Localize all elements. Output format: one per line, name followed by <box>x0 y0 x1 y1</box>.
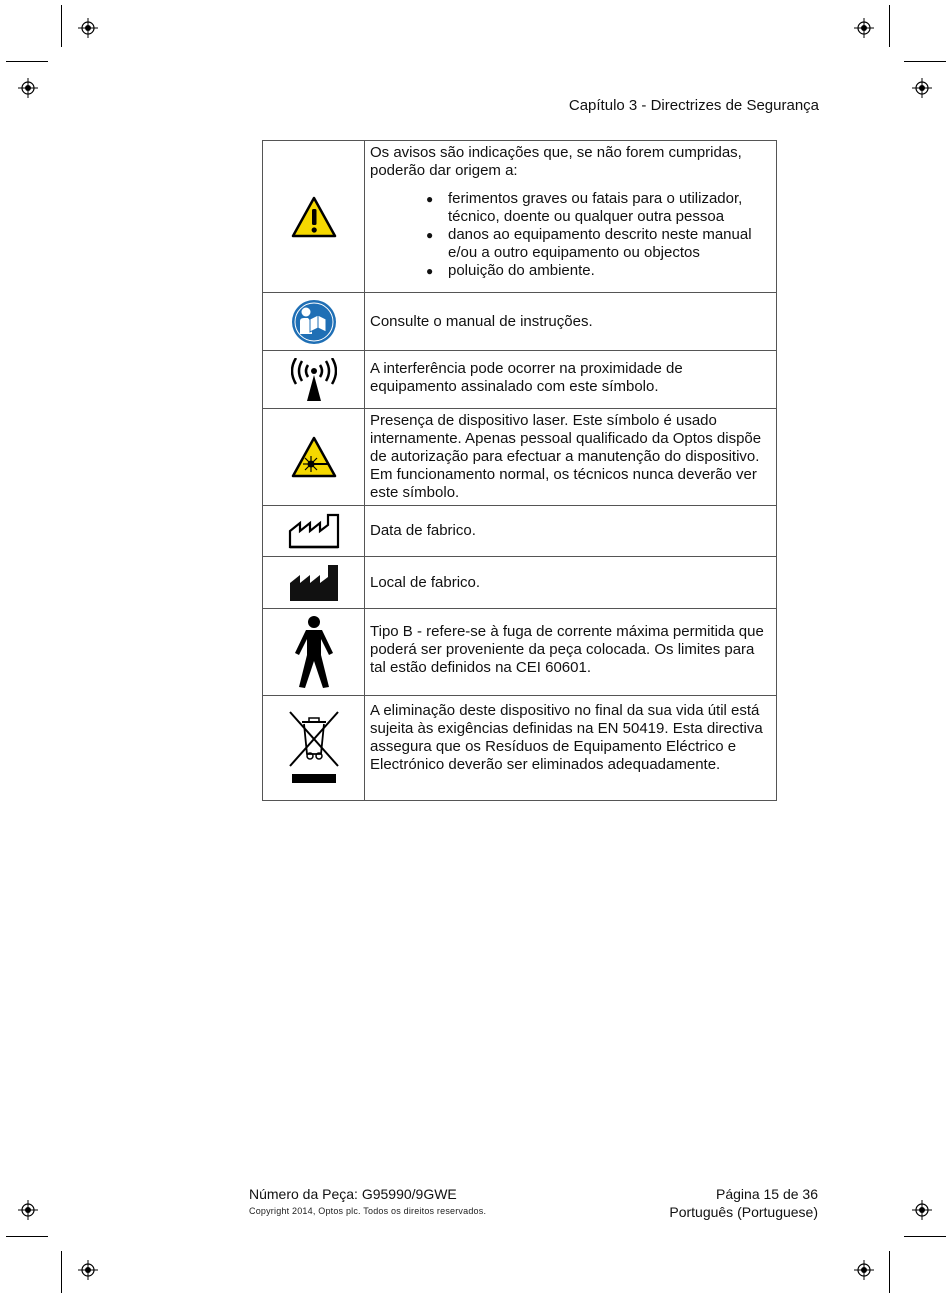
text-cell <box>365 141 777 293</box>
page-number: Página 15 de 36 <box>716 1186 818 1202</box>
crop-mark <box>889 1251 890 1293</box>
icon-cell <box>263 609 365 696</box>
part-number: Número da Peça: G95990/9GWE <box>249 1186 457 1202</box>
date-of-manufacture-icon <box>288 513 340 549</box>
weee-crossed-bin-icon <box>286 710 342 786</box>
crop-mark <box>6 61 48 62</box>
crop-mark <box>61 1251 62 1293</box>
registration-mark-icon <box>18 1200 38 1220</box>
icon-cell <box>263 351 365 409</box>
icon-cell <box>263 506 365 557</box>
text-cell: Data de fabrico. <box>365 506 777 557</box>
registration-mark-icon <box>912 1200 932 1220</box>
copyright: Copyright 2014, Optos plc. Todos os direitos reservados. <box>249 1206 487 1216</box>
warning-list <box>370 190 772 280</box>
icon-cell <box>263 293 365 351</box>
consult-manual-icon <box>291 299 337 345</box>
non-ionizing-radiation-icon <box>291 358 337 402</box>
table-row <box>263 557 777 609</box>
table-row <box>263 351 777 409</box>
text-cell: A eliminação deste dispositivo no final da sua vida útil está sujeita às exigências definidas na EN 50419. Esta directiva assegura que os Resíduos de Equipamento Eléctrico e Electrónico deverão ser eliminados adequadamente. <box>365 696 777 801</box>
registration-mark-icon <box>18 78 38 98</box>
table-row <box>263 609 777 696</box>
registration-mark-icon <box>854 1260 874 1280</box>
warning-icon <box>291 196 337 238</box>
language: Português (Portuguese) <box>669 1204 818 1220</box>
text-cell: A interferência pode ocorrer na proximidade de equipamento assinalado com este símbolo. <box>365 351 777 409</box>
text-cell: Presença de dispositivo laser. Este símbolo é usado internamente. Apenas pessoal qualificado da Optos dispõe de autorização para efectuar a manutenção do dispositivo. Em funcionamento normal, os técnicos nunca deverão ver este símbolo. <box>365 409 777 506</box>
registration-mark-icon <box>912 78 932 98</box>
icon-cell <box>263 141 365 293</box>
safety-symbols-table <box>262 140 777 801</box>
text-cell: Tipo B - refere-se à fuga de corrente máxima permitida que poderá ser proveniente da peça colocada. Os limites para tal estão definidos na CEI 60601. <box>365 609 777 696</box>
laser-warning-icon <box>291 436 337 478</box>
registration-mark-icon <box>854 18 874 38</box>
type-b-applied-part-icon <box>291 615 337 689</box>
text-cell: Consulte o manual de instruções. <box>365 293 777 351</box>
table-row <box>263 506 777 557</box>
crop-mark <box>904 1236 946 1237</box>
crop-mark <box>889 5 890 47</box>
table-row <box>263 293 777 351</box>
crop-mark <box>904 61 946 62</box>
registration-mark-icon <box>78 1260 98 1280</box>
footer-left <box>249 1186 486 1216</box>
list-item: ● ferimentos graves ou fatais para o utilizador, técnico, doente ou qualquer outra pessoa <box>448 190 772 226</box>
icon-cell <box>263 409 365 506</box>
manufacturer-icon <box>288 563 340 603</box>
list-item: ● poluição do ambiente. <box>448 262 772 280</box>
crop-mark <box>6 1236 48 1237</box>
crop-mark <box>61 5 62 47</box>
icon-cell <box>263 557 365 609</box>
table-row <box>263 141 777 293</box>
warning-intro: Os avisos são indicações que, se não forem cumpridas, poderão dar origem a: <box>370 144 742 179</box>
table-row <box>263 696 777 801</box>
text-cell: Local de fabrico. <box>365 557 777 609</box>
table-row <box>263 409 777 506</box>
registration-mark-icon <box>78 18 98 38</box>
list-item: ● danos ao equipamento descrito neste manual e/ou a outro equipamento ou objectos <box>448 226 772 262</box>
icon-cell <box>263 696 365 801</box>
chapter-header: Capítulo 3 - Directrizes de Segurança <box>568 97 819 114</box>
footer-right <box>669 1186 818 1220</box>
